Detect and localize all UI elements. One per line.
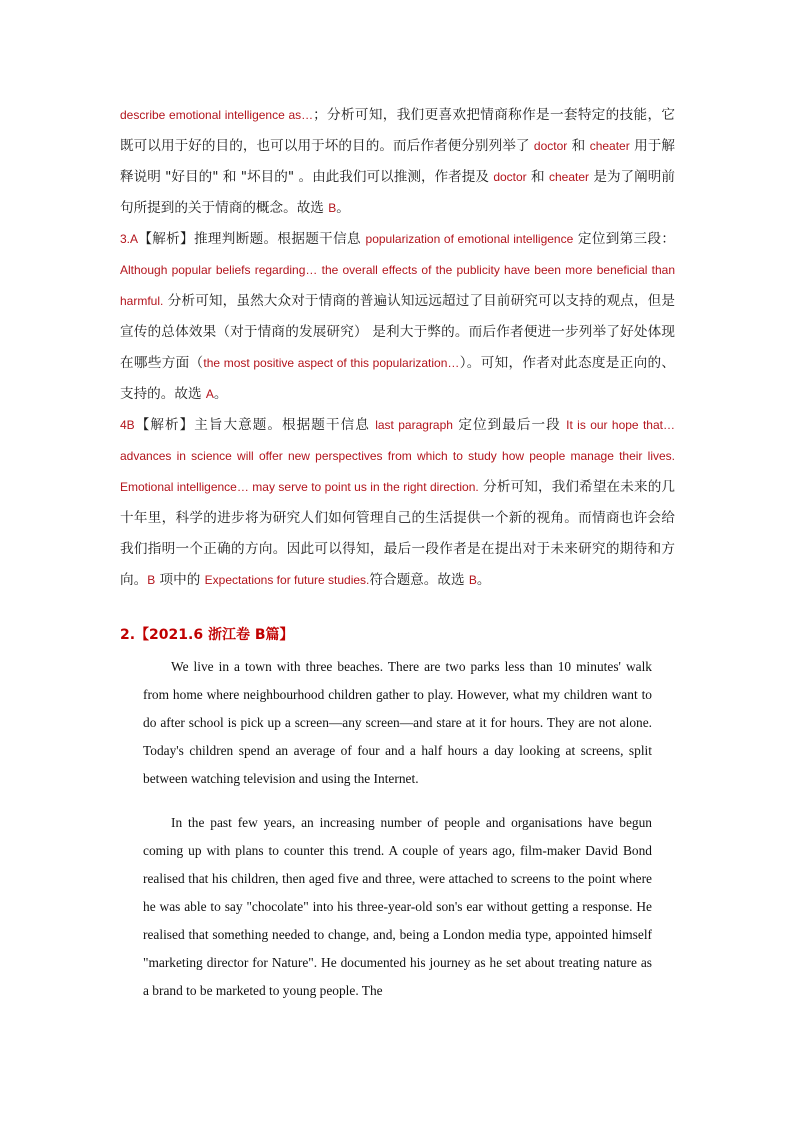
answer-letter: B <box>328 201 337 215</box>
passage-paragraph: In the past few years, an increasing number of people and organisations have begun coming up with plans to counter this trend. A couple of years ago, film-maker David Bond realised that his children, then aged five and three, were attached to screens to the point where he was able to say "chocolate" into his three-year-old son's ear without getting a response. He realised that something needed to change, and, being a London media type, appointed himself "marketing director for Nature". He documented his journey as he set about treating nature as a brand to be marketed to young people. The <box>143 815 652 998</box>
quote-text: doctor <box>533 139 568 153</box>
quote-text: cheater <box>548 170 589 184</box>
quote-text: Expectations for future studies. <box>204 573 370 587</box>
analysis-text: 定位到第三段： <box>573 231 675 247</box>
question-number: 3.A <box>120 232 139 246</box>
quote-text: the most positive aspect of this popularization… <box>203 356 460 370</box>
analysis-text: 。 <box>476 572 491 588</box>
analysis-paragraph-2 <box>120 100 675 224</box>
quote-text: It is our hope that… advances in science will offer new perspectives from which to study how people manage their lives. Emotional intelligence… may serve to point us in the right direction. <box>120 418 675 494</box>
option-letter: B <box>147 573 156 587</box>
analysis-text: 分析可知，我们希望在未来的几十年里，科学的进步将为研究人们如何管理自己的生活提供一个新的视角。而情商也许会给我们指明一个正确的方向。因此可以得知，最后一段作者是在提出对于未来研究的期待和方向。 <box>120 479 675 588</box>
quote-text: cheater <box>589 139 630 153</box>
analysis-text: ）。可知，作者对此态度是正向的、支持的。故选 <box>120 355 676 402</box>
analysis-text: 项中的 <box>155 572 205 588</box>
answer-letter: B <box>468 573 477 587</box>
question-number: 4B <box>120 418 135 432</box>
analysis-paragraph-3 <box>120 224 675 410</box>
quote-text: doctor <box>493 170 527 184</box>
analysis-text: 是为了阐明前句所提到的关于情商的概念。故选 <box>120 169 675 216</box>
passage-paragraph: We live in a town with three beaches. There are two parks less than 10 minutes' walk from home where neighbourhood children gather to play. However, what my children want to do after school is pick up a screen—any screen—and stare at it for hours. They are not alone. Today's children spend an average of four and a half hours a day looking at screens, split between watching television and using the Internet. <box>143 659 652 786</box>
analysis-text: 分析可知，虽然大众对于情商的普遍认知远远超过了目前研究可以支持的观点，但是宣传的总体效果（对于情商的发展研究） 是利大于弊的。而后作者便进一步列举了好处体现在哪些方面（ <box>120 293 675 371</box>
analysis-text: 定位到最后一段 <box>452 417 567 433</box>
answer-analysis <box>120 100 675 596</box>
section-heading: 2.【2021.6 浙江卷 B篇】 <box>120 627 294 643</box>
quote-text: describe emotional intelligence as… <box>120 108 314 122</box>
analysis-text: 和 <box>526 169 549 185</box>
quote-text: popularization of emotional intelligence <box>365 232 574 246</box>
analysis-text: ；分析可知，我们更喜欢把情商称作是一套特定的技能，它既可以用于好的目的，也可以用于坏的目的。而后作者便分别列举了 <box>120 107 676 154</box>
reading-passage <box>143 653 652 1021</box>
analysis-text: 。 <box>336 200 350 216</box>
analysis-text: 。 <box>213 386 228 402</box>
quote-text: Although popular beliefs regarding… the overall effects of the publicity have been more beneficial than harmful. <box>120 263 675 308</box>
analysis-text: 和 <box>567 138 590 154</box>
analysis-text: 【解析】推理判断题。根据题干信息 <box>138 231 366 247</box>
analysis-text: 【解析】主旨大意题。根据题干信息 <box>134 417 376 433</box>
answer-letter: A <box>205 387 214 401</box>
analysis-text: 符合题意。故选 <box>369 572 469 588</box>
analysis-text: 用于解释说明 "好目的" 和 "坏目的" 。由此我们可以推测，作者提及 <box>120 138 675 185</box>
analysis-paragraph-4 <box>120 410 675 596</box>
quote-text: last paragraph <box>375 418 453 432</box>
